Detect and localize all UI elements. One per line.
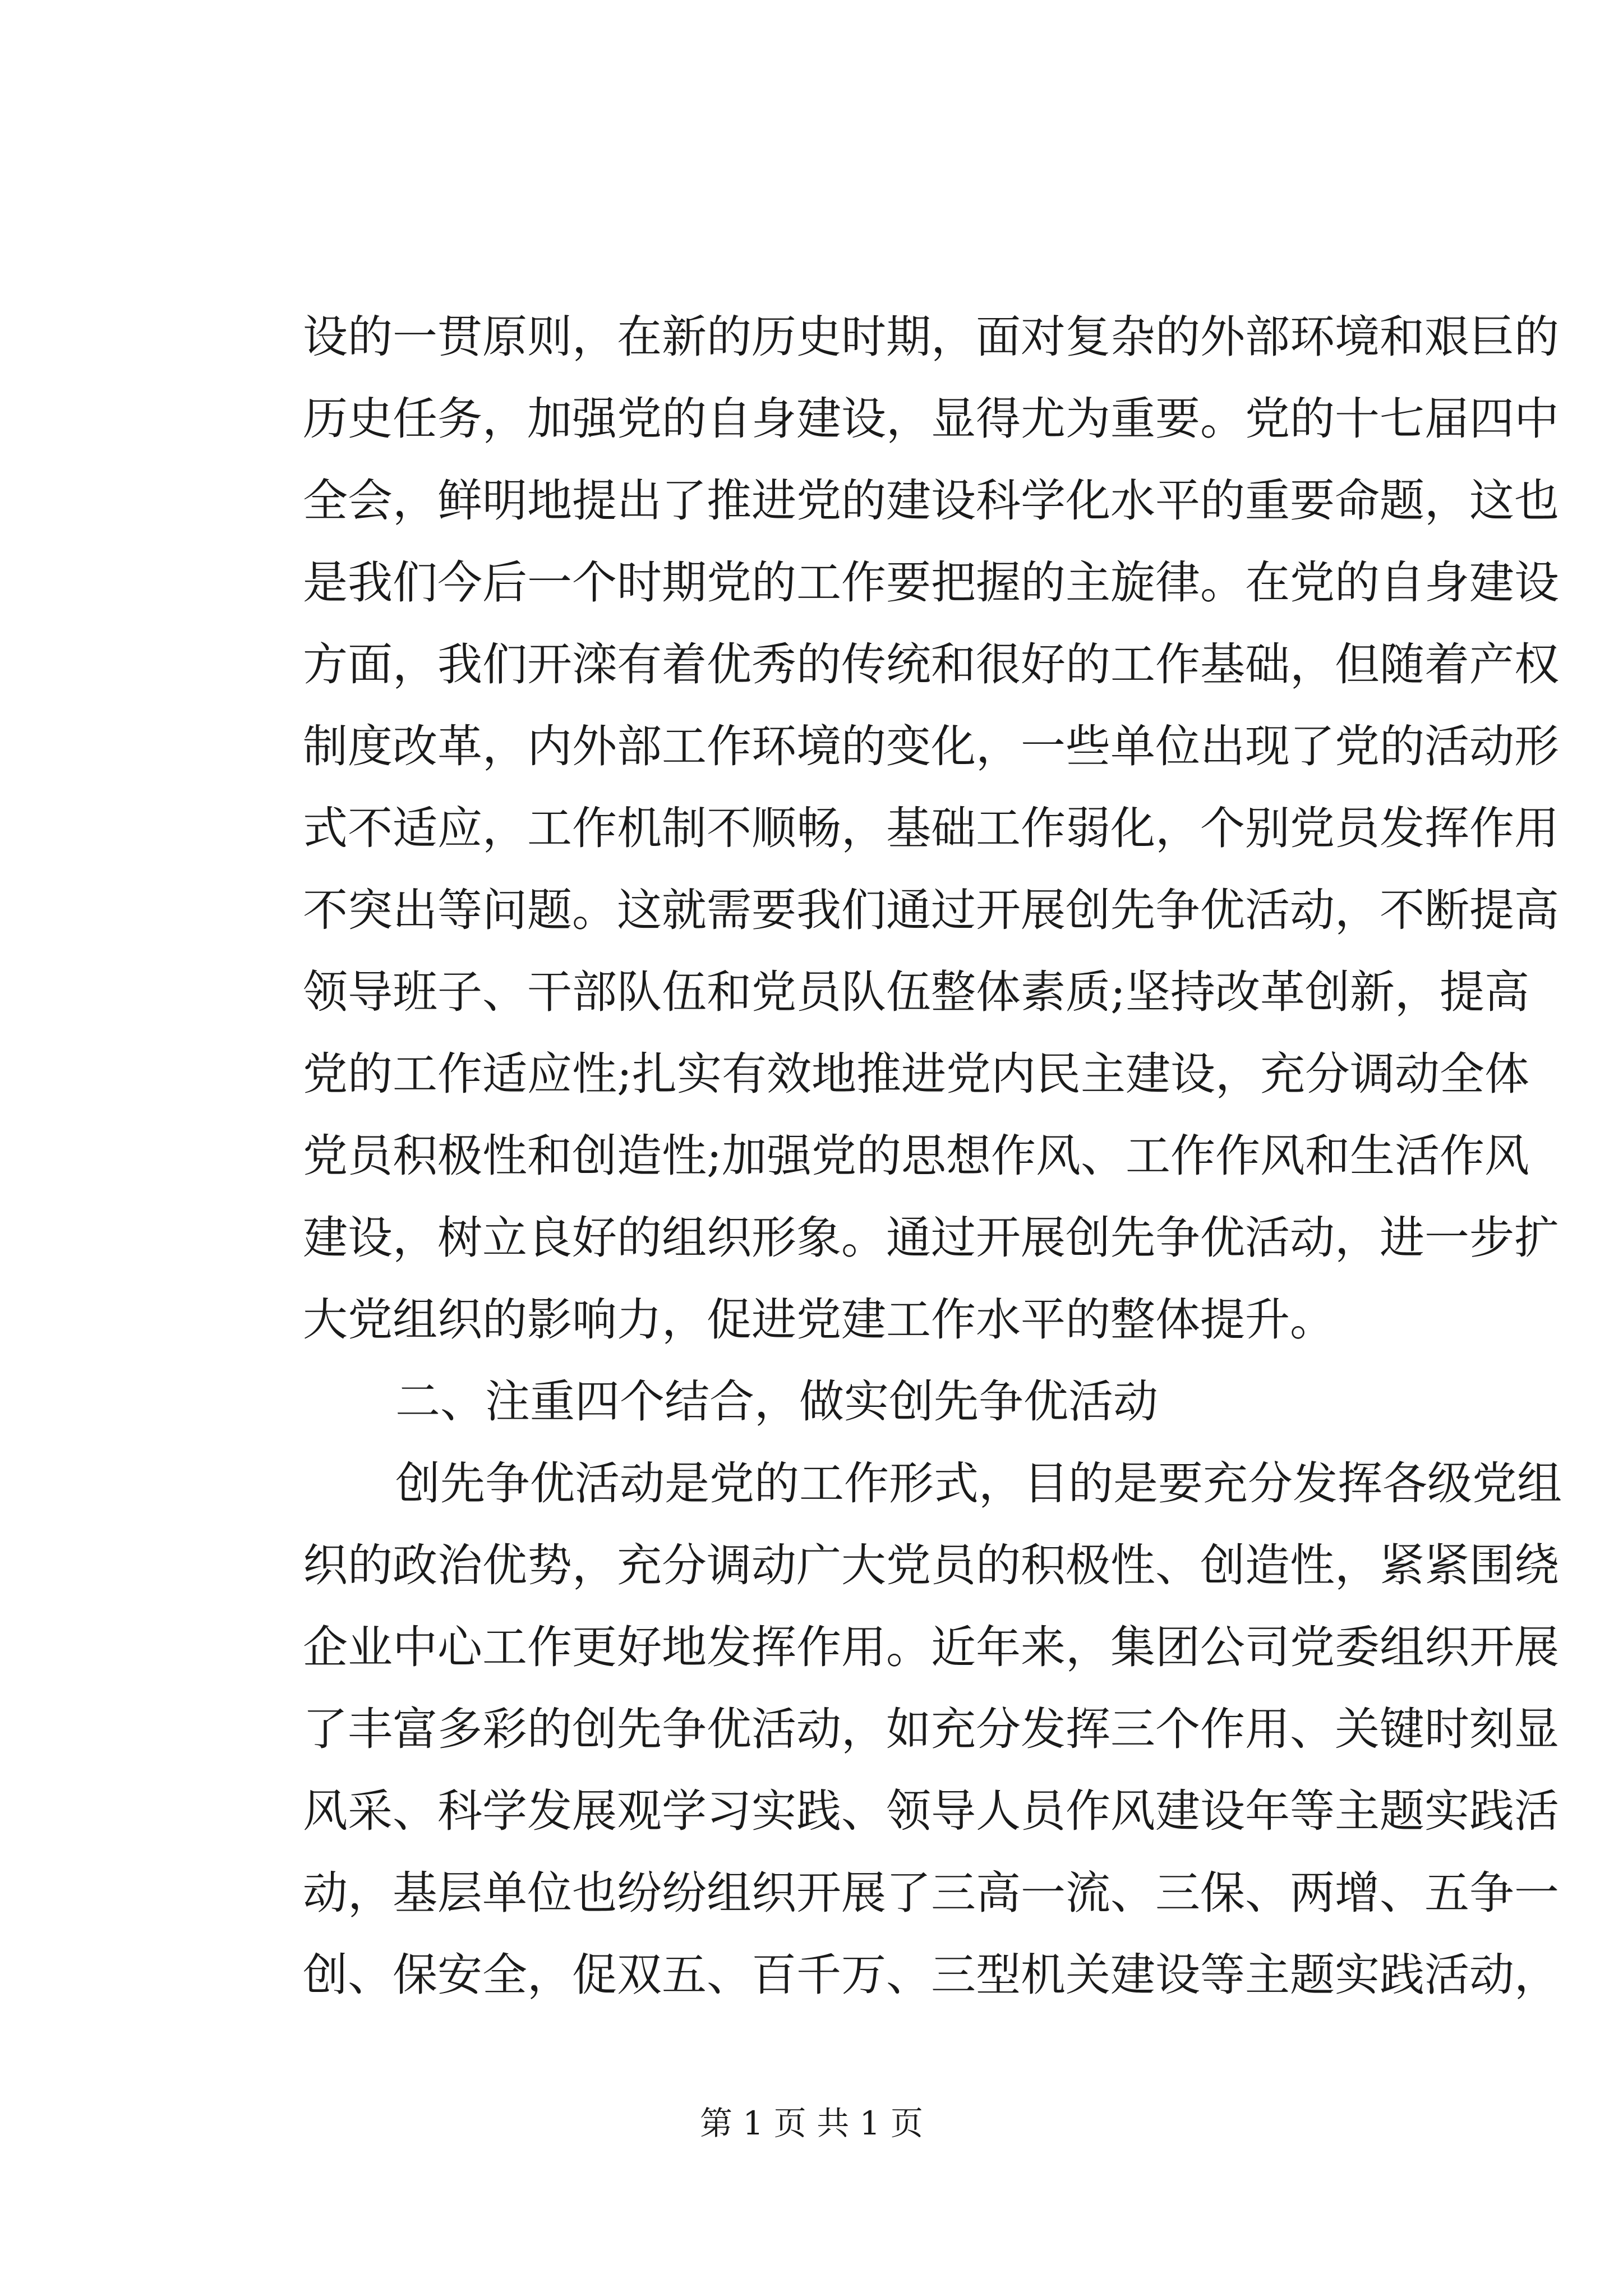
document-body — [303, 296, 1562, 2016]
paragraph-line: 党的工作适应性;扎实有效地推进党内民主建设，充分调动全体 — [303, 1048, 1529, 1100]
paragraph-line: 织的政治优势，充分调动广大党员的积极性、创造性，紧紧围绕 — [303, 1539, 1559, 1591]
section-heading: 二、注重四个结合，做实创先争优活动 — [395, 1375, 1158, 1428]
paragraph-first-line: 创先争优活动是党的工作形式，目的是要充分发挥各级党组 — [395, 1457, 1562, 1510]
paragraph-line: 党员积极性和创造性;加强党的思想作风、工作作风和生活作风 — [303, 1130, 1529, 1182]
paragraph-line: 式不适应，工作机制不顺畅，基础工作弱化，个别党员发挥作用 — [303, 802, 1559, 854]
paragraph-line: 了丰富多彩的创先争优活动，如充分发挥三个作用、关键时刻显 — [303, 1703, 1559, 1755]
paragraph-line: 制度改革，内外部工作环境的变化，一些单位出现了党的活动形 — [303, 720, 1559, 772]
paragraph-line: 历史任务，加强党的自身建设，显得尤为重要。党的十七届四中 — [303, 393, 1559, 445]
paragraph-line: 创、保安全，促双五、百千万、三型机关建设等主题实践活动， — [303, 1949, 1559, 2001]
paragraph-line: 建设，树立良好的组织形象。通过开展创先争优活动，进一步扩 — [303, 1212, 1559, 1264]
page-footer: 第 1 页 共 1 页 — [700, 2104, 923, 2142]
paragraph-line: 动，基层单位也纷纷组织开展了三高一流、三保、两增、五争一 — [303, 1867, 1559, 1919]
paragraph-line: 全会，鲜明地提出了推进党的建设科学化水平的重要命题，这也 — [303, 475, 1559, 527]
paragraph-line: 设的一贯原则，在新的历史时期，面对复杂的外部环境和艰巨的 — [303, 311, 1559, 363]
paragraph-line: 风采、科学发展观学习实践、领导人员作风建设年等主题实践活 — [303, 1785, 1559, 1837]
paragraph-line: 是我们今后一个时期党的工作要把握的主旋律。在党的自身建设 — [303, 556, 1559, 609]
paragraph-line: 企业中心工作更好地发挥作用。近年来，集团公司党委组织开展 — [303, 1621, 1559, 1673]
paragraph-line: 领导班子、干部队伍和党员队伍整体素质;坚持改革创新，提高 — [303, 966, 1529, 1018]
paragraph-line: 不突出等问题。这就需要我们通过开展创先争优活动，不断提高 — [303, 884, 1559, 936]
paragraph-line: 方面，我们开滦有着优秀的传统和很好的工作基础，但随着产权 — [303, 638, 1559, 691]
paragraph-line-last: 大党组织的影响力，促进党建工作水平的整体提升。 — [303, 1294, 1335, 1346]
